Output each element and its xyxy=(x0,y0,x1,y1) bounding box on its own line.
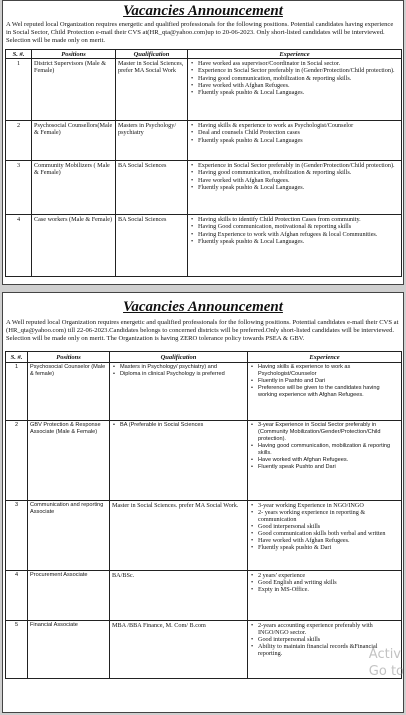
experience-cell xyxy=(188,215,402,277)
row-number: 1 xyxy=(6,363,28,421)
table-row xyxy=(6,501,402,571)
experience-item: • Good interpersonal skills xyxy=(250,636,399,643)
experience-item: • Expty in MS-Office. xyxy=(250,586,399,593)
row-number: 3 xyxy=(6,161,32,215)
experience-list xyxy=(250,364,399,399)
experience-cell xyxy=(248,501,402,571)
experience-item: • Having skills & experience to work as Psychologist/Counselor xyxy=(190,122,399,129)
header-experience: Experience xyxy=(248,352,402,363)
experience-item: • Experience in Social Sector preferably in (Gender/Protection/Child protection). xyxy=(190,162,399,169)
experience-item: • Having good communication, mobilization & reporting skills. xyxy=(190,75,399,82)
experience-cell xyxy=(248,363,402,421)
experience-item: • Fluently speak pushto & Local Languages xyxy=(190,137,399,144)
table-header-row xyxy=(6,50,402,59)
experience-item: • Good interpersonal skills xyxy=(250,523,399,530)
position-cell: Community Mobilizers ( Male & Female) xyxy=(32,161,116,215)
qualification-item: • Masters in Psychology/ psychiatry) and xyxy=(112,364,245,371)
experience-item: • Experience in Social Sector preferably in (Gender/Protection/Child protection). xyxy=(190,67,399,74)
row-number: 3 xyxy=(6,501,28,571)
experience-item: • 3-year Experience in Social Sector preferably in (Community Mobilization/Gender/Protection/Child protection). xyxy=(250,422,399,443)
experience-cell xyxy=(248,571,402,621)
experience-item: • Deal and counsels Child Protection cases xyxy=(190,129,399,136)
table-header-row xyxy=(6,352,402,363)
experience-cell xyxy=(188,161,402,215)
table-row xyxy=(6,621,402,679)
vacancy-table xyxy=(5,49,402,277)
row-number: 4 xyxy=(6,215,32,277)
experience-item: • 2 years' experience xyxy=(250,572,399,579)
vacancy-notice-1 xyxy=(2,0,404,285)
watermark-line: Activ xyxy=(368,647,401,662)
qualification-cell: BA/BSc. xyxy=(110,571,248,621)
experience-item: • Have worked ass supervisor/Coordinator in Social sector. xyxy=(190,60,399,67)
position-cell: Procurement Associate xyxy=(28,571,110,621)
qualification-cell: Master in Social Sciences. prefer MA Social Work. xyxy=(110,501,248,571)
qualification-cell xyxy=(110,421,248,501)
experience-item: • Have worked with Afghan Refugees. xyxy=(190,82,399,89)
header-sno: S. #. xyxy=(6,50,32,59)
header-sno: S. #. xyxy=(6,352,28,363)
experience-item: • Ability to maintain financial records &Financial reporting. xyxy=(250,643,399,657)
position-cell: Financial Associate xyxy=(28,621,110,679)
position-cell: Psychosocial Counsellors(Male & Female) xyxy=(32,121,116,161)
experience-item: • Good communication skills both verbal and written xyxy=(250,530,399,537)
table-row xyxy=(6,421,402,501)
qualification-list xyxy=(112,422,245,429)
experience-list xyxy=(190,162,399,191)
experience-list xyxy=(250,422,399,471)
position-cell: District Supervisors (Male & Female) xyxy=(32,59,116,121)
row-number: 1 xyxy=(6,59,32,121)
activate-windows-watermark xyxy=(369,646,404,680)
row-number: 4 xyxy=(6,571,28,621)
header-experience: Experience xyxy=(188,50,402,59)
experience-list xyxy=(250,572,399,593)
qualification-list xyxy=(112,364,245,378)
experience-item: • 3-year working Experience in NGO/INGO xyxy=(250,502,399,509)
table-row xyxy=(6,215,402,277)
row-number: 2 xyxy=(6,121,32,161)
experience-list xyxy=(190,60,399,96)
qualification-item: • Diploma in clinical Psychology is preferred xyxy=(112,371,245,378)
notice-title: Vacancies Announcement xyxy=(123,3,283,19)
experience-item: • 2-years accounting experience preferably with INGO/NGO sector. xyxy=(250,622,399,636)
qualification-cell: Masters in Psychology/ psychiatry xyxy=(116,121,188,161)
experience-item: • Having good communication, mobilization & reporting skills. xyxy=(250,443,399,457)
experience-cell xyxy=(188,59,402,121)
table-row xyxy=(6,161,402,215)
experience-item: • Fluently in Pashto and Dari xyxy=(250,378,399,385)
notice-intro: A Wel reputed local Organization requires energetic and qualified professionals for the following positions. Potential candidates having experience in Social Sector, Child Protection e-mail their CVS at(HR_qta@yahoo.com)up to 20-06-2023. Only short-listed candidates will be interviewed. Selection will be made only on merit. xyxy=(6,21,394,44)
experience-item: • Having skills to identify Child Protection Cases from community. xyxy=(190,216,399,223)
position-cell: Case workers (Male & Female) xyxy=(32,215,116,277)
experience-item: • Having Good communication, motivational & reporting skills xyxy=(190,223,399,230)
header-qualification: Qualification xyxy=(110,352,248,363)
experience-item: • Good English and writing skills xyxy=(250,579,399,586)
experience-item: • Fluently speak Pushto and Dari xyxy=(250,464,399,471)
row-number: 5 xyxy=(6,621,28,679)
table-row xyxy=(6,571,402,621)
table-row xyxy=(6,121,402,161)
experience-item: • Fluently speak pushto & Local Languages. xyxy=(190,184,399,191)
qualification-cell: BA Social Sciences xyxy=(116,215,188,277)
vacancy-table xyxy=(5,351,402,679)
vacancy-notice-2 xyxy=(2,292,404,713)
experience-item: • Fluently speak pushto & Dari xyxy=(250,544,399,551)
watermark-line: Go to xyxy=(368,664,404,679)
header-qualification: Qualification xyxy=(116,50,188,59)
experience-item: • Have worked with Afghan Refugees. xyxy=(190,177,399,184)
table-row xyxy=(6,363,402,421)
experience-item: • Having good communication, mobilization & reporting skills. xyxy=(190,169,399,176)
experience-item: • Preference will be given to the candidates having working experience with Afghan Refugees. xyxy=(250,385,399,399)
notice-title: Vacancies Announcement xyxy=(123,299,283,315)
position-cell: GBV Protection & Response Associate (Male & Female) xyxy=(28,421,110,501)
experience-item: • 2- years working experience in reporting & communication xyxy=(250,509,399,523)
experience-item: • Having Experience to work with Afghan refugees & local Communities. xyxy=(190,231,399,238)
experience-cell xyxy=(248,421,402,501)
position-cell: Psychosocial Counselor (Male & female) xyxy=(28,363,110,421)
row-number: 2 xyxy=(6,421,28,501)
header-positions: Positions xyxy=(28,352,110,363)
experience-list xyxy=(250,502,399,551)
experience-list xyxy=(190,122,399,144)
qualification-item: • BA (Preferable in Social Sciences xyxy=(112,422,245,429)
experience-item: • Have worked with Afghan Refugees. xyxy=(250,457,399,464)
experience-cell xyxy=(188,121,402,161)
experience-item: • Fluently speak pushto & Local Languages. xyxy=(190,238,399,245)
experience-list xyxy=(190,216,399,245)
header-positions: Positions xyxy=(32,50,116,59)
experience-item: • Fluently speak pushto & Local Languages. xyxy=(190,89,399,96)
table-row xyxy=(6,59,402,121)
position-cell: Communication and reporting Associate xyxy=(28,501,110,571)
notice-intro: A Well reputed local Organization requires energetic and qualified professionals for the following positions. Potential candidates e-mail their CVS at (HR_qta@yahoo.com) till 22-06-2023.Candidates belongs to concerned districts will be preferred.Only short-listed candidates will be interviewed. Selection will be made only on merit. The Organization is having ZERO tolerance policy towards PSEA & GBV. xyxy=(6,319,399,342)
qualification-cell: MBA /BBA Finance, M. Com/ B.com xyxy=(110,621,248,679)
experience-item: • Having skills & experience to work as Psychologist/Counselor xyxy=(250,364,399,378)
qualification-cell xyxy=(110,363,248,421)
experience-item: • Have worked with Afghan Refugees. xyxy=(250,537,399,544)
qualification-cell: Master in Social Sciences, prefer MA Social Work xyxy=(116,59,188,121)
qualification-cell: BA Social Sciences xyxy=(116,161,188,215)
